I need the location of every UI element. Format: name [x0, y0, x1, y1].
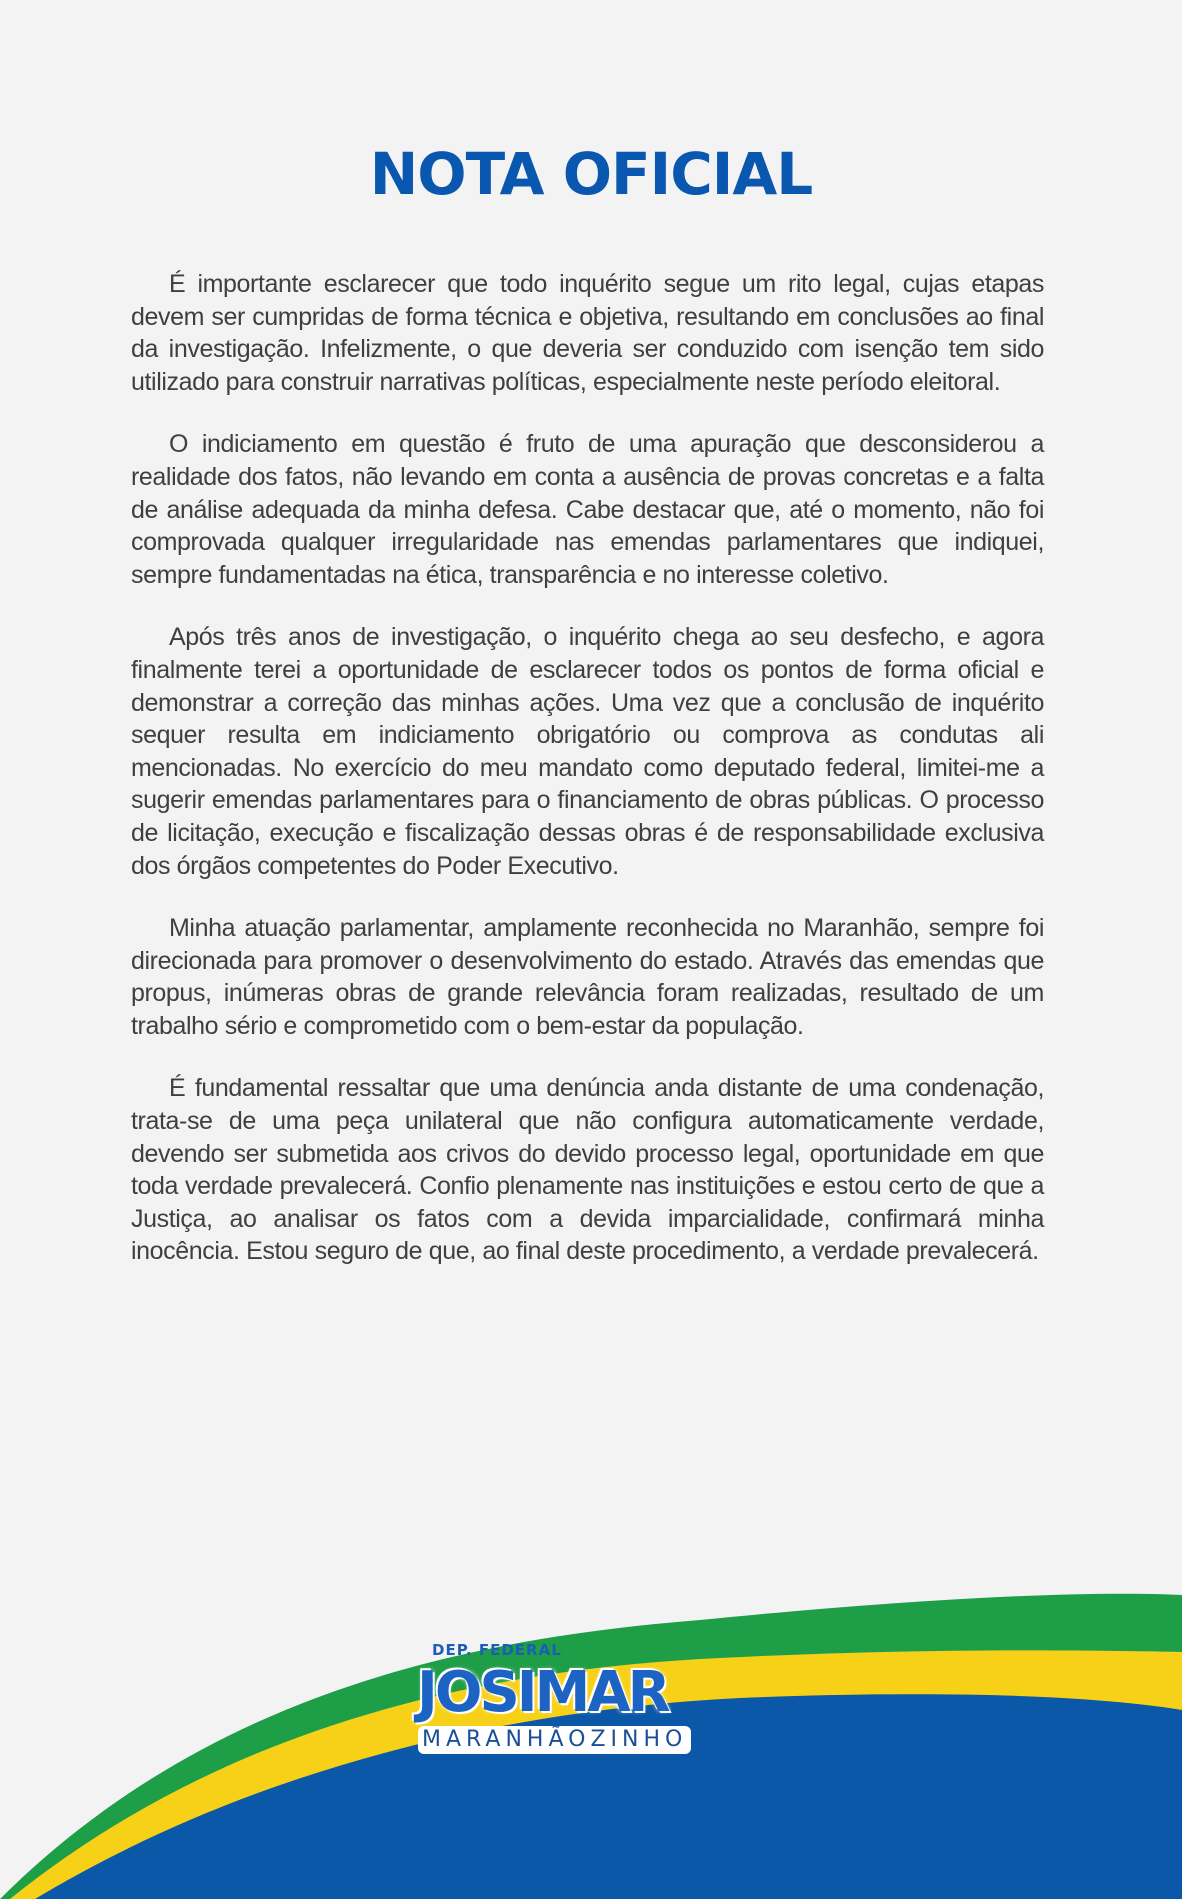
paragraph: Minha atuação parlamentar, amplamente reconhecida no Maranhão, sempre foi direcionada para promover o desenvolvimento do estado. Através das emendas que propus, inúmeras obras de grande relevância foram realizadas, resultado de um trabalho sério e comprometido com o bem-estar da população.	[131, 914, 1044, 1040]
paragraph: É importante esclarecer que todo inquérito segue um rito legal, cujas etapas devem ser cumpridas de forma técnica e objetiva, resultando em conclusões ao final da investigação. Infelizmente, o que deveria ser conduzido com isenção tem sido utilizado para construir narrativas políticas, especialmente neste período eleitoral.	[131, 270, 1044, 396]
logo-prefix: DEP. FEDERAL	[432, 1641, 562, 1659]
logo	[412, 1640, 772, 1754]
paragraph: É fundamental ressaltar que uma denúncia anda distante de uma condenação, trata-se de uma peça unilateral que não configura automaticamente verdade, devendo ser submetida aos crivos do devido processo legal, oportunidade em que toda verdade prevalecerá. Confio plenamente nas instituições e estou certo de que a Justiça, ao analisar os fatos com a devida imparcialidade, confirmará minha inocência. Estou seguro de que, ao final deste procedimento, a verdade prevalecerá.	[131, 1074, 1044, 1266]
paragraph: Após três anos de investigação, o inquérito chega ao seu desfecho, e agora finalmente terei a oportunidade de esclarecer todos os pontos de forma oficial e demonstrar a correção das minhas ações. Uma vez que a conclusão de inquérito sequer resulta em indiciamento obrigatório ou comprova as condutas ali mencionadas. No exercício do meu mandato como deputado federal, limitei-me a sugerir emendas parlamentares para o financiamento de obras públicas. O processo de licitação, execução e fiscalização dessas obras é de responsabilidade exclusiva dos órgãos competentes do Poder Executivo.	[131, 623, 1044, 880]
paragraph: O indiciamento em questão é fruto de uma apuração que desconsiderou a realidade dos fatos, não levando em conta a ausência de provas concretas e a falta de análise adequada da minha defesa. Cabe destacar que, até o momento, não foi comprovada qualquer irregularidade nas emendas parlamentares que indiquei, sempre fundamentadas na ética, transparência e no interesse coletivo.	[131, 430, 1044, 589]
statement-body	[131, 268, 1044, 1298]
page-title: NOTA OFICIAL	[369, 140, 813, 208]
logo-name: JOSIMAR	[417, 1660, 668, 1725]
logo-surname: MARANHÃOZINHO	[418, 1726, 691, 1754]
